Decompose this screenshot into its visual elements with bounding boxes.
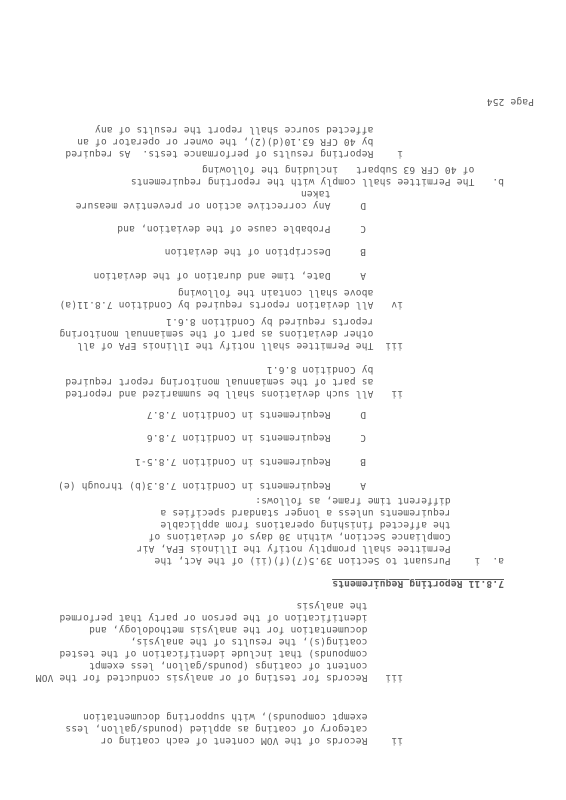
text-line: affected source shall report the results of any	[94, 124, 403, 135]
text-line: Compliance Section, within 30 days of deviations of	[148, 531, 504, 542]
text-line: ii Records of the VOM content of each coating or	[100, 735, 403, 746]
list-item: A Date, time and duration of the deviation	[93, 270, 366, 281]
text-line: different time frame, as follows:	[255, 495, 504, 506]
text-line: coating(s), the results of the analysis,	[130, 636, 403, 647]
text-line: the affected finishing operations from applicable	[160, 519, 504, 530]
list-item: A Requirements in Condition 7.8.3(b) through (e)	[57, 480, 366, 491]
text-line: compounds) that include identification of the tested	[59, 648, 403, 659]
text-line: exempt compounds), with supporting documentation	[83, 711, 403, 722]
list-item: D Any corrective action or preventive measure	[75, 200, 366, 211]
list-item: C Probable cause of the deviation, and	[117, 223, 366, 234]
list-item: taken	[300, 188, 366, 199]
text-line: iv All deviation reports required by Condition 7.8.11(a)	[59, 299, 403, 310]
text-line: a. i Pursuant to Section 39.5(7)(f)(ii) of the Act, the	[154, 555, 504, 566]
list-item: B Requirements in Condition 7.8.5-1	[134, 456, 366, 467]
text-line: the analysis	[296, 600, 403, 611]
page-header: Page 254	[486, 96, 534, 107]
text-line: requirements unless a longer standard specifies a	[160, 507, 504, 518]
text-line: of 40 CFR 63 Subpart including the following	[201, 164, 504, 175]
list-item: C Requirements in Condition 7.8.6	[146, 432, 366, 443]
list-item: B Description of the deviation	[164, 246, 366, 257]
text-line: Permittee shall promptly notify the Illinois EPA, Air	[136, 543, 504, 554]
text-line: other deviations as part of the semiannual monitoring	[59, 328, 403, 339]
text-line: iii Records for testing of or analysis conducted for the VOM	[35, 672, 403, 683]
text-line: by 40 CFR 63.10(d)(2), the owner or operator of an	[77, 136, 403, 147]
text-line: documentation for the analysis methodology, and	[88, 624, 403, 635]
text-line: reports required by Condition 8.6.1	[165, 316, 403, 327]
section-heading: 7.8.11 Reporting Requirements	[332, 578, 504, 589]
text-line: category of coating as applied (pounds/gallon, less	[65, 723, 403, 734]
text-line: by Condition 8.6.1	[266, 364, 403, 375]
text-line: above shall contain the following	[177, 287, 403, 298]
text-line: identification of the person or party that performed	[59, 612, 403, 623]
text-line: i Reporting results of performance tests. As required	[65, 148, 403, 159]
text-line: iii The Permittee shall notify the Illinois EPA of all	[77, 340, 403, 351]
text-line: b. The Permittee shall comply with the reporting requirements	[130, 176, 504, 187]
text-line: ii All such deviations shall be summarized and reported	[65, 388, 403, 399]
list-item: D Requirements in Condition 7.8.7	[146, 409, 366, 420]
text-line: as part of the semiannual monitoring report required	[65, 376, 403, 387]
text-line: content of coatings (pounds/gallon, less exempt	[88, 660, 403, 671]
